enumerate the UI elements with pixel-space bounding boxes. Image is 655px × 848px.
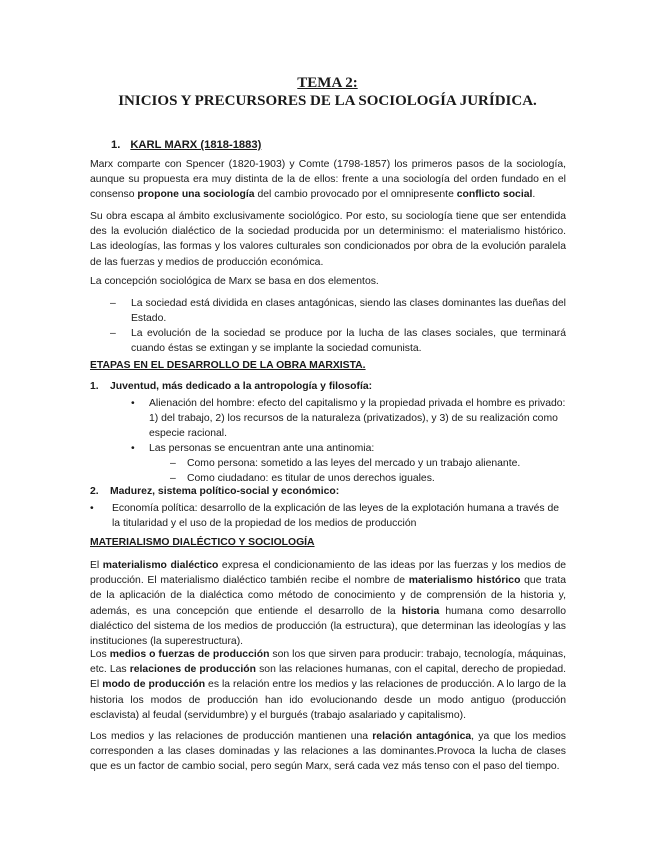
dash-marker: – (170, 458, 176, 469)
text-run: es la relación entre los medios y las relaciones de producción. A lo largo de la historia los modos de producción han ido evolucionando desde un modo antiguo (producción esclavista) al feudal (servidumbre) y el burgués (trabajo asalariado y capitalismo). (90, 679, 566, 721)
bullet-marker: • (90, 503, 94, 514)
item-text: Juventud, más dedicado a la antropología y filosofía: (110, 381, 373, 392)
bullet-item (90, 501, 566, 531)
text-run-bold: conflicto social (456, 189, 533, 201)
numbered-item-juventud (90, 381, 372, 392)
item-text: Madurez, sistema político-social y económico: (110, 486, 340, 497)
section-title: KARL MARX (1818-1883) (130, 139, 262, 151)
item-number: 1. (90, 381, 99, 392)
text-run: humana como desarrollo dialéctico del sistema de los medios de producción (la estructura), que determinan las ideologías y las instituciones (la superestructura). (90, 605, 566, 648)
text-run-bold: modo de producción (102, 679, 206, 691)
paragraph-marx-conception: La concepción sociológica de Marx se basa en dos elementos. (90, 276, 379, 287)
sub-list-item (170, 456, 520, 471)
text-run-bold: materialismo dialéctico (102, 560, 219, 571)
text-run: , ya que los medios corresponden a las clases dominadas y las relaciones a las dominantes.Provoca la lucha de clases que es un factor de cambio social, pero según Marx, será cada vez más tenso con el paso del tiempo. (90, 731, 566, 773)
bullet-text: Alienación del hombre: efecto del capitalismo y la propiedad privada el hombre es privado: 1) del trabajo, 2) los recursos de la naturaleza (privatizados), y 3) de su realización como especie racional. (149, 398, 566, 440)
list-item-text: La sociedad está dividida en clases antagónicas, siendo las clases dominantes las dueñas del Estado. (131, 298, 566, 325)
section-heading-karl-marx (111, 139, 261, 151)
bullet-item (131, 396, 566, 442)
list-item (111, 296, 566, 326)
text-run: Los (90, 649, 110, 660)
list-item (111, 326, 566, 356)
text-run: . (532, 189, 536, 201)
text-run: son los que sirven para producir: trabajo, tecnología, máquinas, etc. Las (90, 649, 566, 676)
text-run: El (90, 560, 103, 571)
bullet-marker: • (131, 443, 135, 454)
paragraph-materialismo (90, 558, 566, 649)
document-title-number: TEMA 2: (297, 75, 358, 91)
bullet-text: Economía política: desarrollo de la explicación de las leyes de la explotación humana a través de la titularidad y el uso de la propiedad de los medios de producción (112, 503, 560, 530)
sub-list-item (170, 471, 435, 486)
bullet-item (131, 441, 566, 456)
numbered-item-madurez (90, 486, 339, 497)
paragraph-medios (90, 647, 566, 723)
text-run-bold: relación antagónica (372, 731, 472, 742)
text-run: que trata de la aplicación de la dialéctica como método de conocimiento y de comprensión de la historia y, además, es una concepción que entiende el desarrollo de la (90, 575, 566, 617)
paragraph-marx-work: Su obra escapa al ámbito exclusivamente sociológico. Por esto, su sociología tiene que ser entendida des la evolución dialéctico de la sociedad producida por un determinismo: el materialismo histórico. Las ideologías, las formas y los valores culturales son condicionados por obra de la evolución paralela de las fuerzas y medios de producción económica. (90, 211, 566, 268)
section-heading-materialismo: MATERIALISMO DIALÉCTICO Y SOCIOLOGÍA (90, 537, 315, 548)
sub-item-text: Como persona: sometido a las leyes del mercado y un trabajo alienante. (187, 458, 521, 469)
item-number: 2. (90, 486, 99, 497)
text-run: Marx comparte con Spencer (1820-1903) y Comte (1798-1857) los primeros pasos de la sociología, aunque su propuesta era muy distinta de la de ellos: frente a una sociología del orden fundado en el consenso (90, 159, 566, 201)
sub-item-text: Como ciudadano: es titular de unos derechos iguales. (187, 473, 435, 484)
text-run-bold: historia (401, 605, 440, 617)
dash-marker: – (110, 298, 116, 309)
paragraph-relacion (90, 729, 566, 775)
text-run: Los medios y las relaciones de producción mantienen una (90, 731, 373, 742)
text-run: son las relaciones humanas, con el capital, derecho de propiedad. El (90, 664, 567, 691)
bullet-marker: • (131, 398, 135, 409)
text-run: expresa el condicionamiento de las ideas por las fuerzas y los medios de producción. El materialismo dialéctico también recibe el nombre de (90, 560, 566, 587)
section-number: 1. (111, 139, 121, 151)
text-run-bold: materialismo histórico (408, 575, 521, 587)
dash-marker: – (170, 473, 176, 484)
text-run-bold: relaciones de producción (129, 664, 257, 676)
bullet-text: Las personas se encuentran ante una antinomia: (149, 443, 375, 454)
text-run: del cambio provocado por el omnipresente (254, 189, 457, 201)
document-title: INICIOS Y PRECURSORES DE LA SOCIOLOGÍA JURÍDICA. (118, 93, 537, 109)
section-heading-etapas: ETAPAS EN EL DESARROLLO DE LA OBRA MARXISTA. (90, 360, 366, 371)
list-item-text: La evolución de la sociedad se produce por la lucha de las clases sociales, que terminará cuando éstas se extingan y se implante la sociedad comunista. (131, 328, 566, 355)
dash-marker: – (110, 328, 116, 339)
text-run-bold: medios o fuerzas de producción (109, 649, 270, 660)
paragraph-marx-intro (90, 157, 566, 203)
text-run-bold: propone una sociología (137, 189, 255, 201)
